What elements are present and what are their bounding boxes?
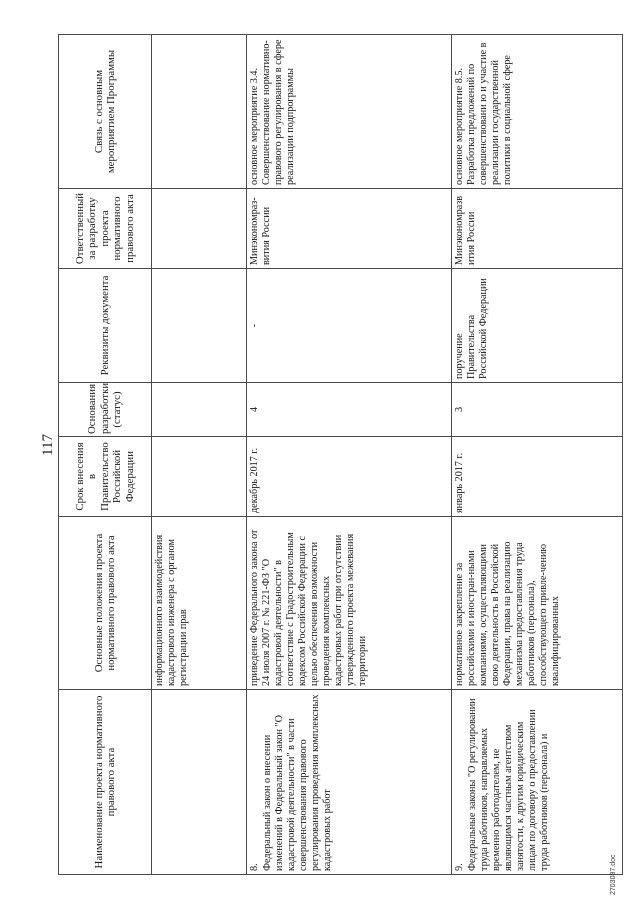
cell-responsible: Минэкономраз-вития России: [247, 189, 452, 269]
header-provisions: Основные положения проекта нормативного правового акта: [59, 517, 152, 690]
cell-empty: [152, 189, 247, 269]
header-row: [59, 35, 152, 875]
row-number: 9.: [454, 863, 465, 871]
cell-responsible: Минэкономразв ития России: [452, 189, 623, 269]
cell-provisions-continued: информационного взаимодействия кадастрового инженера с органом регистрации прав: [152, 517, 247, 690]
act-name: Федеральные законы "О регулировании труда работников, направляемых временно работодателем, не являющимся частным агентством занятости, к другим юридическим лицам по договору о предоставлении труда работников (персонала) и: [467, 698, 550, 871]
cell-link: основное мероприятие 3.4. Совершенствование нормативно-правового регулирования в сфере реализации подпрограммы: [247, 35, 452, 189]
cell-requisites: -: [247, 269, 452, 383]
cell-empty: [152, 437, 247, 517]
header-requisites: Реквизиты документа: [59, 269, 152, 383]
table-row: [247, 35, 452, 875]
cell-deadline: январь 2017 г.: [452, 437, 623, 517]
row-number: 8.: [249, 863, 260, 871]
cell-link: основное мероприятие 8.5. Разработка предложений по совершенствовани ю и участие в реализации государственной политики в социальной сфере: [452, 35, 623, 189]
cell-name: [452, 690, 623, 875]
continuation-row: [152, 35, 247, 875]
document-filename: 2703087.doc: [610, 854, 617, 895]
cell-basis: 3: [452, 383, 623, 437]
cell-basis: 4: [247, 383, 452, 437]
header-responsible: Ответственный за разработку проекта нормативного правового акта: [59, 189, 152, 269]
cell-requisites: поручение Правительства Российской Федерации: [452, 269, 623, 383]
act-name: Федеральный закон о внесении изменений в Федеральный закон "О кадастровой деятельности" в части совершенствования правового регулирования проведения комплексных кадастровых работ: [262, 694, 333, 871]
header-deadline: Срок внесения в Правительство Российской Федерации: [59, 437, 152, 517]
header-link: Связь с основным мероприятием Программы: [59, 35, 152, 189]
cell-deadline: декабрь 2017 г.: [247, 437, 452, 517]
cell-empty: [152, 35, 247, 189]
legislation-table: [58, 34, 623, 875]
cell-empty: [152, 383, 247, 437]
table-row: [452, 35, 623, 875]
cell-empty: [152, 690, 247, 875]
cell-name: [247, 690, 452, 875]
page-number: 117: [40, 434, 56, 456]
cell-provisions: нормативное закрепление за российскими и иностран-ными компаниями, осуществляющими свою деятельность в Российской Федерации, права на реализацию механизма предоставления труда работников (персонала), способствующего привле-чению квалифицированных: [452, 517, 623, 690]
header-basis: Основания разработки (статус): [59, 383, 152, 437]
cell-provisions: приведение Федерального закона от 24 июля 2007 г. № 221-ФЗ "О кадастровой деятельности" в соответствие с Градостроительным кодексом Российской Федерации с целью обеспечения возможности проведения комплексных кадастровых работ при отсутствии утвержденного проекта межевания территории: [247, 517, 452, 690]
cell-empty: [152, 269, 247, 383]
header-name: Наименование проекта нормативного правового акта: [59, 690, 152, 875]
